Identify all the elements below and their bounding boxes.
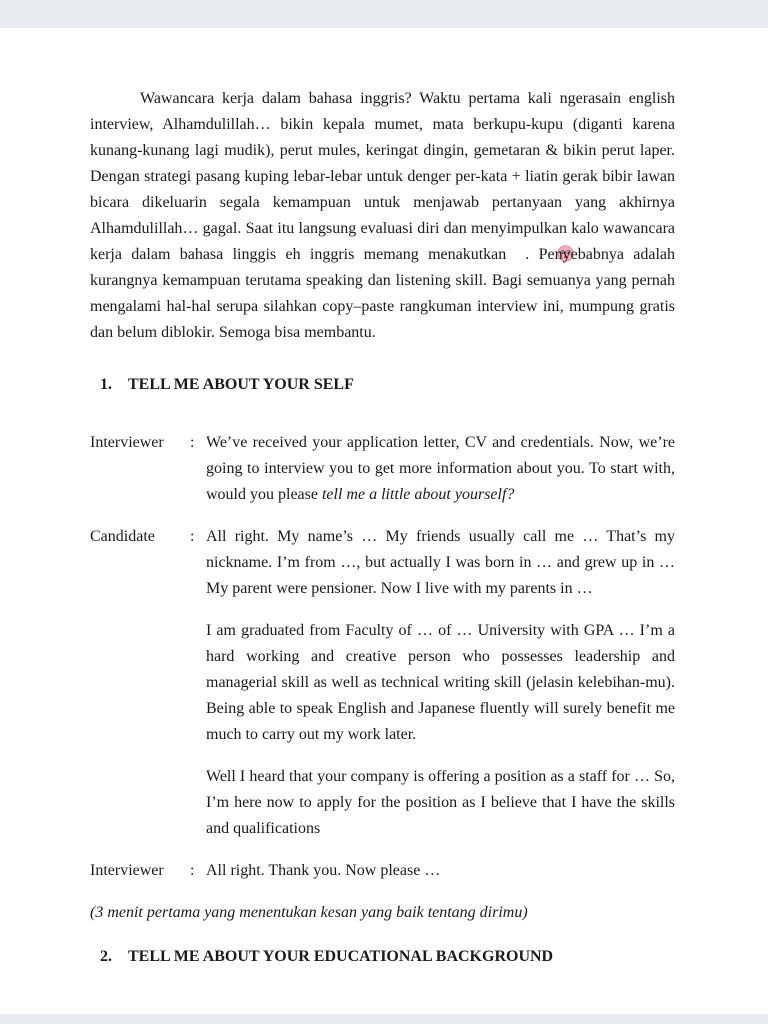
dialogue-row-candidate-1 [90,524,675,602]
speaker-label: Interviewer [90,862,164,879]
speaker-label: Interviewer [90,434,164,451]
speaker-label [90,764,190,842]
document-page [0,28,768,1014]
dialogue-text: I am graduated from Faculty of … of … University with GPA … I’m a hard working and creative person who possesses leadership and managerial skill as well as technical writing skill (jelasin kelebihan-mu). Being able to speak English and Japanese fluently will surely benefit me much to carry out my work later. [206,622,675,743]
dialogue-text: All right. Thank you. Now please … [206,862,441,879]
section-1-number: 1. [100,376,112,393]
section-2-heading [100,946,675,968]
dialogue-text: All right. My name’s … My friends usually call me … That’s my nickname. I’m from …, but actually I was born in … and grew up in … My parent were pensioner. Now I live with my parents in … [206,528,675,597]
intro-text-before-emoji: Wawancara kerja dalam bahasa inggris? Waktu pertama kali ngerasain english interview, Alhamdulillah… bikin kepala mumet, mata berkupu-kupu (diganti karena kunang-kunang lagi mudik), perut mules, keringat dingin, gemetaran & bikin perut laper. Dengan strategi pasang kuping lebar-lebar untuk denger per-kata + liatin gerak bibir lawan bicara dikeluarin segala kemampuan untuk menjawab pertanyaan yang akhirnya Alhamdulillah… gagal. Saat itu langsung evaluasi diri dan menyimpulkan kalo wawancara kerja dalam bahasa linggis eh inggris memang menakutkan [90,90,675,263]
dialogue-row-interviewer-2 [90,858,675,884]
dialogue-section [90,430,675,884]
dialogue-row-interviewer-1 [90,430,675,508]
intro-paragraph [90,86,675,346]
section-2-title: TELL ME ABOUT YOUR EDUCATIONAL BACKGROUND [128,948,554,965]
speaker-label [90,618,190,748]
section-1-title: TELL ME ABOUT YOUR SELF [128,376,354,393]
flushed-face-emoji [507,245,524,262]
section-2-number: 2. [100,948,112,965]
speaker-label: Candidate [90,528,155,545]
dialogue-text: Well I heard that your company is offering a position as a staff for … So, I’m here now to apply for the position as I believe that I have the skills and qualifications [206,768,675,837]
dialogue-text-italic: tell me a little about yourself? [321,486,515,503]
dialogue-row-candidate-3 [90,764,675,842]
colon-separator: : [190,528,195,545]
section-1-heading [100,374,675,396]
colon-separator [190,618,206,748]
colon-separator: : [190,434,195,451]
colon-separator: : [190,862,195,879]
dialogue-row-candidate-2 [90,618,675,748]
colon-separator [190,764,206,842]
dialogue-text-plain: We’ve received your application letter, CV and credentials. Now, we’re going to interview you to get more information about you. To start with, would you please [206,434,675,503]
dialogue-text [206,430,675,508]
note-italic: (3 menit pertama yang menentukan kesan yang baik tentang dirimu) [90,904,528,921]
intro-text-after-emoji: . Penyebabnya adalah kurangnya kemampuan terutama speaking dan listening skill. Bagi semuanya yang pernah mengalami hal-hal serupa silahkan copy–paste rangkuman interview ini, mumpung gratis dan belum diblokir. Semoga bisa membantu. [90,246,676,341]
